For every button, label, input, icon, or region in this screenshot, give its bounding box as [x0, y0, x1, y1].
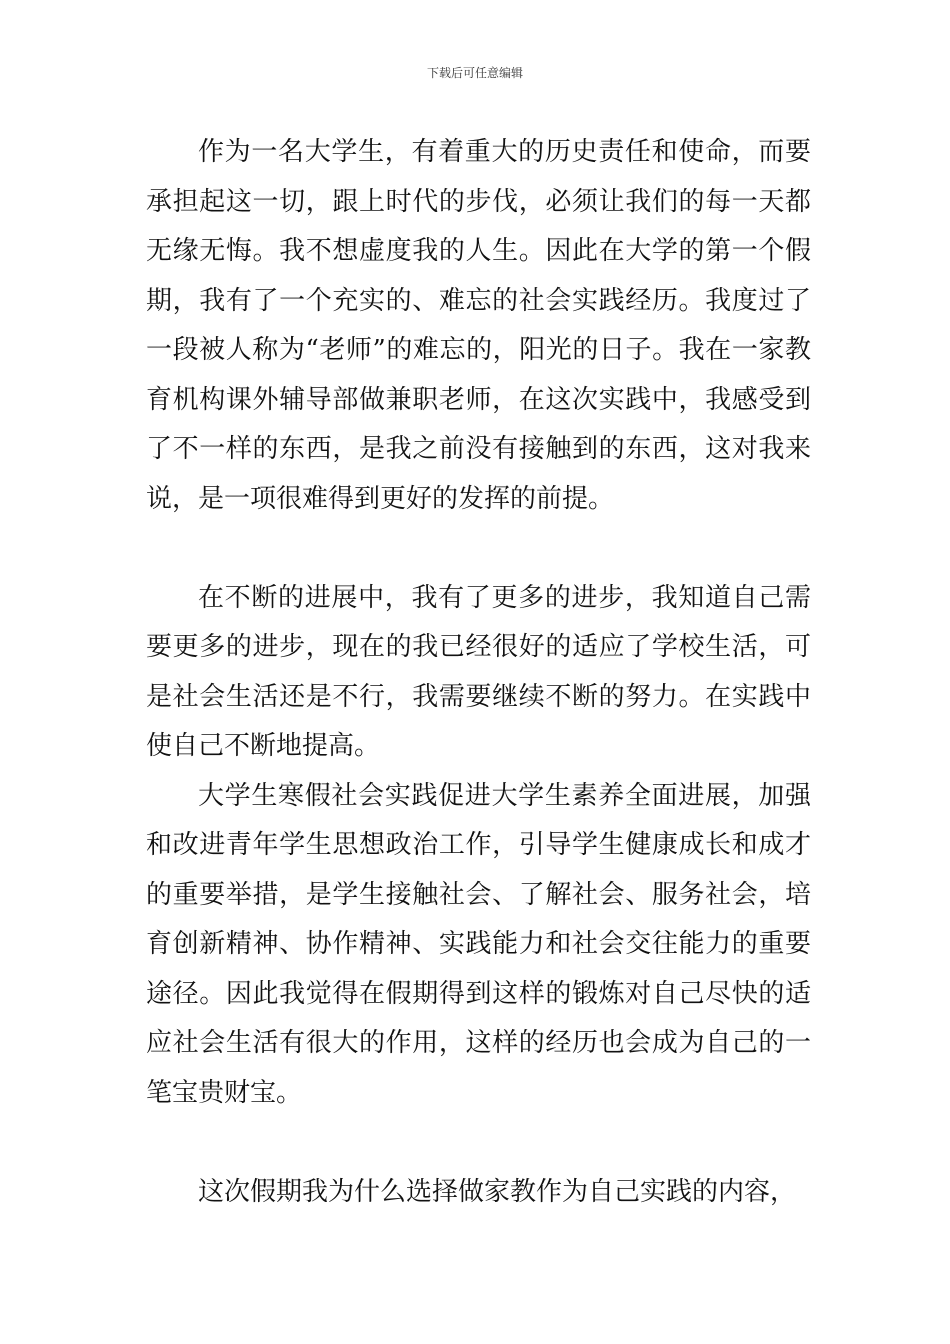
paragraph-gap [146, 1118, 811, 1168]
paragraph-3: 大学生寒假社会实践促进大学生素养全面进展，加强和改进青年学生思想政治工作，引导学生健康成长和成才的重要举措，是学生接触社会、了解社会、服务社会，培育创新精神、协作精神、实践能力和社会交往能力的重要途径。因此我觉得在假期得到这样的锻炼对自己尽快的适应社会生活有很大的作用，这样的经历也会成为自己的一笔宝贵财宝。 [146, 780, 811, 1108]
page-header: 下载后可任意编辑 [426, 66, 523, 80]
paragraph-1: 作为一名大学生，有着重大的历史责任和使命，而要承担起这一切，跟上时代的步伐，必须让我们的每一天都无缘无悔。我不想虚度我的人生。因此在大学的第一个假期，我有了一个充实的、难忘的社会实践经历。我度过了一段被人称为“老师”的难忘的，阳光的日子。我在一家教育机构课外辅导部做兼职老师，在这次实践中，我感受到了不一样的东西，是我之前没有接触到的东西，这对我来说，是一项很难得到更好的发挥的前提。 [146, 137, 811, 514]
paragraph-4: 这次假期我为什么选择做家教作为自己实践的内容， [198, 1176, 797, 1207]
document-body [146, 128, 811, 1217]
paragraph-gap [146, 524, 811, 574]
paragraph-2: 在不断的进展中，我有了更多的进步，我知道自己需要更多的进步，现在的我已经很好的适应了学校生活，可是社会生活还是不行，我需要继续不断的努力。在实践中使自己不断地提高。 [146, 582, 811, 761]
